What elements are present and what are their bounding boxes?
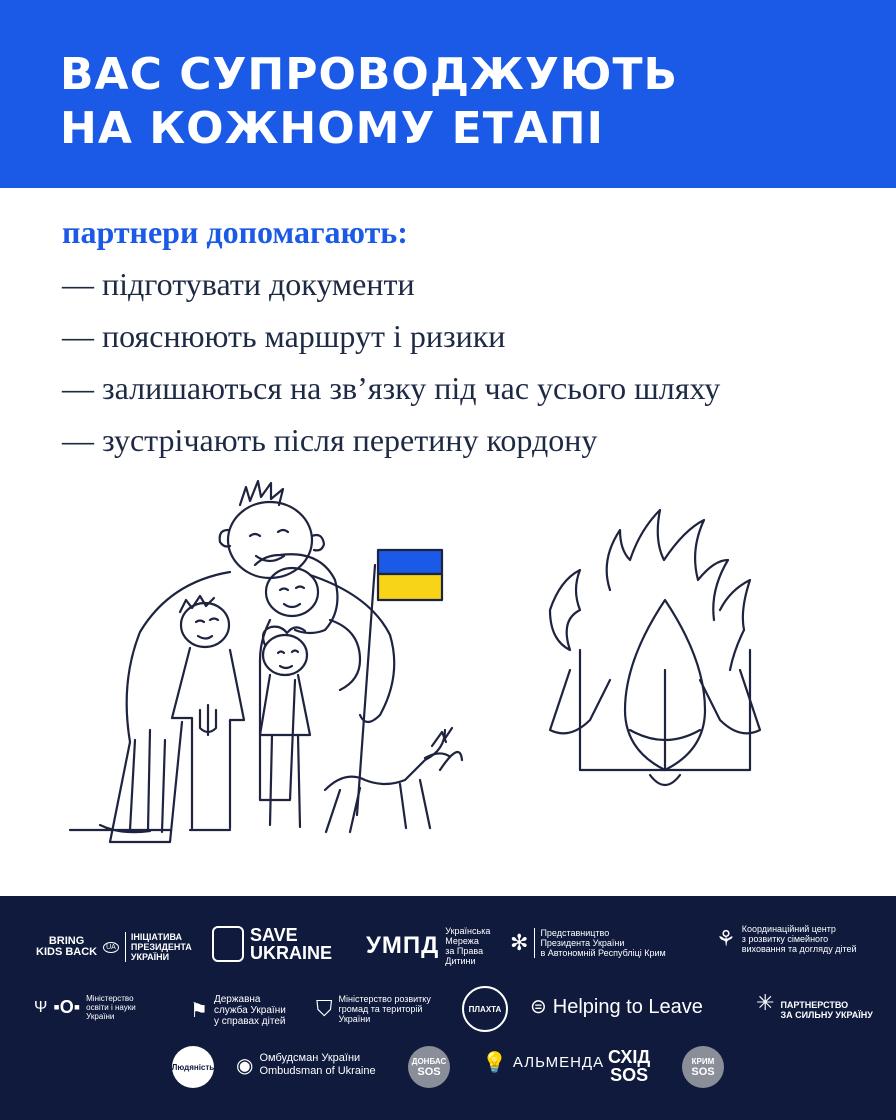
ludyanist-badge: Людяність <box>172 1046 214 1088</box>
coord-line2: з розвитку сімейного <box>741 934 829 944</box>
partnership-line1: ПАРТНЕРСТВО <box>780 1000 849 1010</box>
umpd-line1: Українська <box>445 926 491 936</box>
krym-sos-badge <box>682 1046 724 1088</box>
logo-mon <box>34 994 136 1021</box>
cs-line3: у справах дітей <box>213 1016 286 1027</box>
illustration <box>40 470 860 890</box>
logo-umpd <box>366 926 490 966</box>
logo-ombudsman <box>236 1052 376 1078</box>
bkb-label-line2: ПРЕЗИДЕНТА <box>130 942 192 952</box>
logo-donbas-sos <box>408 1046 450 1088</box>
ombudsman-icon: ◉ <box>236 1054 254 1077</box>
md-line2: громад та територій <box>338 1004 423 1014</box>
bkb-badge: UA <box>103 942 119 953</box>
plakhta-badge: ПЛАХТА <box>462 986 508 1032</box>
partnership-line2: ЗА СИЛЬНУ УКРАЇНУ <box>780 1010 873 1020</box>
list-item: — залишаються на зв’язку під час усього шляху <box>62 370 721 406</box>
mon-mark-icon: ▪O▪ <box>53 997 81 1017</box>
logo-ludyanist <box>172 1046 214 1088</box>
md-line1: Міністерство розвитку <box>338 994 431 1004</box>
bkb-label-line1: ІНІЦІАТИВА <box>130 932 183 942</box>
umpd-line3: за Права <box>445 946 484 956</box>
logo-coordination-center <box>716 924 857 954</box>
coord-line3: виховання та догляду дітей <box>741 944 857 954</box>
mon-line1: Міністерство <box>86 994 134 1003</box>
mon-line3: України <box>86 1012 115 1021</box>
logo-krym-sos <box>682 1046 724 1088</box>
save-ukraine-icon <box>212 926 244 962</box>
almenda-text: АЛЬМЕНДА <box>512 1054 605 1071</box>
logo-plakhta <box>462 986 508 1032</box>
crimea-emblem-icon: ✻ <box>510 930 529 955</box>
ministry-emblem-icon: ⛉ <box>316 996 333 1021</box>
crimea-line2: Президента України <box>540 938 625 948</box>
children-service-icon: ⚑ <box>190 1000 208 1022</box>
logo-save-ukraine <box>212 926 332 962</box>
umpd-line2: Мережа <box>445 936 479 946</box>
logo-skhid-sos <box>608 1048 650 1084</box>
logo-almenda <box>482 1050 604 1075</box>
donbas-sos-badge <box>408 1046 450 1088</box>
skhid-line1: СХІД <box>608 1047 651 1067</box>
logo-children-service <box>190 994 286 1027</box>
logo-bring-kids-back <box>36 932 192 962</box>
crimea-line3: в Автономній Республіці Крим <box>540 948 666 958</box>
partnership-icon: ✳ <box>756 990 775 1015</box>
content-block <box>62 206 862 466</box>
header-banner <box>0 0 896 188</box>
cs-line1: Державна <box>213 994 261 1005</box>
family-hug-icon <box>70 481 462 842</box>
subtitle: партнери допомагають: <box>62 214 408 250</box>
page-title <box>60 48 678 156</box>
bkb-mark-line2: KIDS BACK <box>36 946 98 958</box>
save-ukraine-line1: SAVE <box>250 925 298 945</box>
crimea-line1: Представництво <box>540 928 610 938</box>
coord-line1: Координаційний центр <box>741 924 836 934</box>
bkb-mark-line1: BRING <box>48 935 85 947</box>
umpd-line4: Дитини <box>445 956 476 966</box>
krym-line2: SOS <box>691 1066 715 1078</box>
list-item: — пояснюють маршрут і ризики <box>62 318 506 354</box>
donbas-line2: SOS <box>417 1066 441 1078</box>
logo-helping-to-leave <box>530 994 703 1019</box>
list-item: — підготувати документи <box>62 266 415 302</box>
helping-to-leave-icon: ⊜ <box>530 996 547 1018</box>
umpd-mark: УМПД <box>366 932 440 959</box>
logo-ministry-development <box>316 994 431 1024</box>
partners-footer <box>0 896 896 1120</box>
save-ukraine-line2: UKRAINE <box>250 943 333 963</box>
md-line3: України <box>338 1014 371 1024</box>
donbas-line1: ДОНБАС <box>411 1057 447 1066</box>
trident-icon: Ψ <box>34 998 48 1016</box>
trident-flames-icon <box>550 510 760 785</box>
title-line-2: НА КОЖНОМУ ЕТАПІ <box>60 103 604 154</box>
logo-partnership <box>756 986 873 1020</box>
krym-line1: КРИМ <box>691 1057 715 1066</box>
coord-center-icon: ⚘ <box>716 926 736 951</box>
ombudsman-line1: Омбудсман України <box>259 1052 361 1064</box>
mon-line2: освіти і науки <box>86 1003 136 1012</box>
helping-to-leave-text: Helping to Leave <box>552 995 703 1018</box>
ombudsman-line2: Ombudsman of Ukraine <box>259 1065 376 1077</box>
list-item: — зустрічають після перетину кордону <box>62 422 598 458</box>
title-line-1: ВАС СУПРОВОДЖУЮТЬ <box>60 49 679 100</box>
logo-crimea-representation <box>510 928 666 958</box>
cs-line2: служба України <box>213 1005 286 1016</box>
skhid-line2: SOS <box>610 1065 649 1085</box>
bkb-label-line3: УКРАЇНИ <box>130 952 170 962</box>
lightbulb-icon: 💡 <box>482 1052 507 1074</box>
